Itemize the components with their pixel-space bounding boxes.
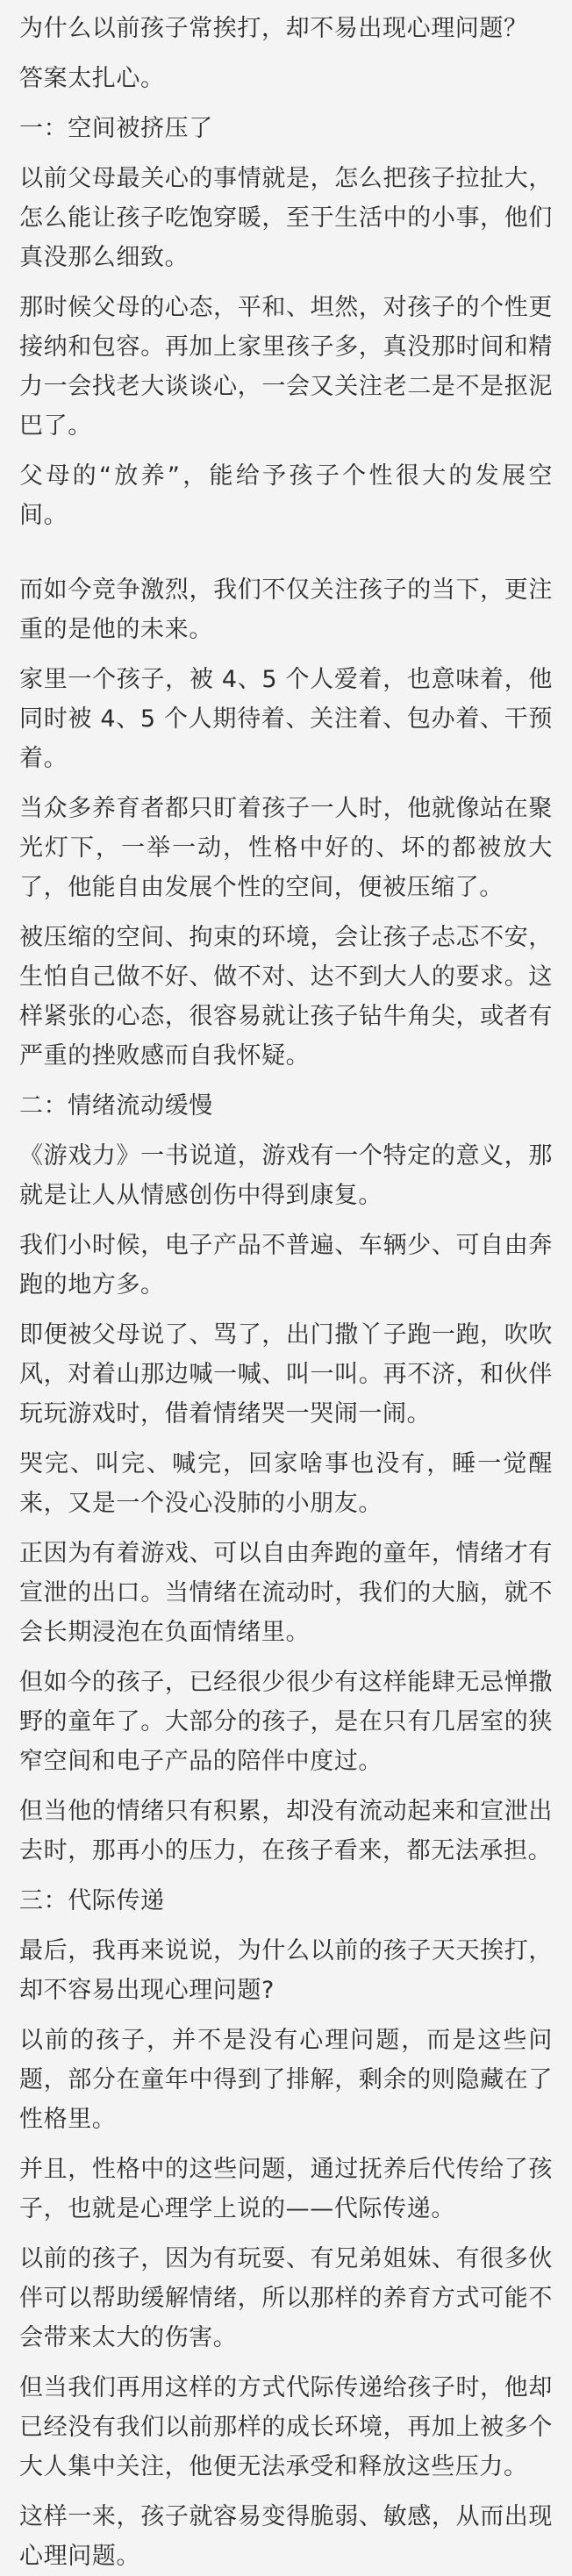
paragraph: 但如今的孩子，已经很少很少有这样能肆无忌惮撒野的童年了。大部分的孩子，是在只有几居室的狭窄空间和电子产品的陪伴中度过。	[19, 1669, 553, 1775]
paragraph: 以前的孩子，因为有玩耍、有兄弟姐妹、有很多伙伴可以帮助缓解情绪，所以那样的养育方式可能不会带来太大的伤害。	[19, 2245, 553, 2351]
paragraph: 这样一来，孩子就容易变得脆弱、敏感，从而出现心理问题。	[19, 2503, 553, 2570]
answer-intro: 答案太扎心。	[19, 65, 165, 92]
paragraph: 但当他的情绪只有积累，却没有流动起来和宣泄出去时，那再小的压力，在孩子看来，都无法承担。	[19, 1798, 553, 1864]
paragraph: 即便被父母说了、骂了，出门撒丫子跑一跑，吹吹风，对着山那边喊一喊、叫一叫。再不济，和伙伴玩玩游戏时，借着情绪哭一哭闹一闹。	[19, 1321, 553, 1428]
article-title-question: 为什么以前孩子常挨打，却不易出现心理问题？	[19, 15, 528, 42]
paragraph: 被压缩的空间、拘束的环境，会让孩子忐忑不安，生怕自己做不好、做不对、达不到大人的要求。这样紧张的心态，很容易就让孩子钻牛角尖，或者有严重的挫败感而自我怀疑。	[19, 924, 553, 1070]
paragraph: 那时候父母的心态，平和、坦然，对孩子的个性更接纳和包容。再加上家里孩子多，真没那时间和精力一会找老大谈谈心，一会又关注老二是不是抠泥巴了。	[19, 294, 553, 440]
paragraph: 父母的“放养”，能给予孩子个性很大的发展空间。	[19, 462, 553, 529]
paragraph: 哭完、叫完、喊完，回家啥事也没有，睡一觉醒来，又是一个没心没肺的小朋友。	[19, 1450, 553, 1517]
paragraph: 而如今竞争激烈，我们不仅关注孩子的当下，更注重的是他的未来。	[19, 576, 553, 643]
paragraph: 家里一个孩子，被 4、5 个人爱着，也意味着，他同时被 4、5 个人期待着、关注着、包办着、干预着。	[19, 666, 553, 772]
paragraph: 但当我们再用这样的方式代际传递给孩子时，他却已经没有我们以前那样的成长环境，再加上被多个大人集中关注，他便无法承受和释放这些压力。	[19, 2374, 553, 2480]
paragraph: 最后，我再来说说，为什么以前的孩子天天挨打，却不容易出现心理问题?	[19, 1937, 553, 2004]
section-heading-3: 三：代际传递	[19, 1887, 165, 1914]
paragraph: 我们小时候，电子产品不普遍、车辆少、可自由奔跑的地方多。	[19, 1232, 553, 1299]
paragraph: 以前父母最关心的事情就是，怎么把孩子拉扯大，怎么能让孩子吃饱穿暖，至于生活中的小事，他们真没那么细致。	[19, 165, 553, 271]
section-heading-1: 一：空间被挤压了	[19, 115, 213, 142]
paragraph: 并且，性格中的这些问题，通过抚养后代传给了孩子，也就是心理学上说的——代际传递。	[19, 2156, 553, 2222]
paragraph: 当众多养育者都只盯着孩子一人时，他就像站在聚光灯下，一举一动，性格中好的、坏的都被放大了，他能自由发展个性的空间，便被压缩了。	[19, 795, 553, 901]
paragraph: 正因为有着游戏、可以自由奔跑的童年，情绪才有宣泄的出口。当情绪在流动时，我们的大脑，就不会长期浸泡在负面情绪里。	[19, 1540, 553, 1646]
paragraph-gap	[19, 546, 553, 570]
paragraph: 以前的孩子，并不是没有心理问题，而是这些问题，部分在童年中得到了排解，剩余的则隐藏在了性格里。	[19, 2027, 553, 2133]
paragraph: 《游戏力》一书说道，游戏有一个特定的意义，那就是让人从情感创伤中得到康复。	[19, 1142, 553, 1209]
section-heading-2: 二：情绪流动缓慢	[19, 1092, 213, 1120]
